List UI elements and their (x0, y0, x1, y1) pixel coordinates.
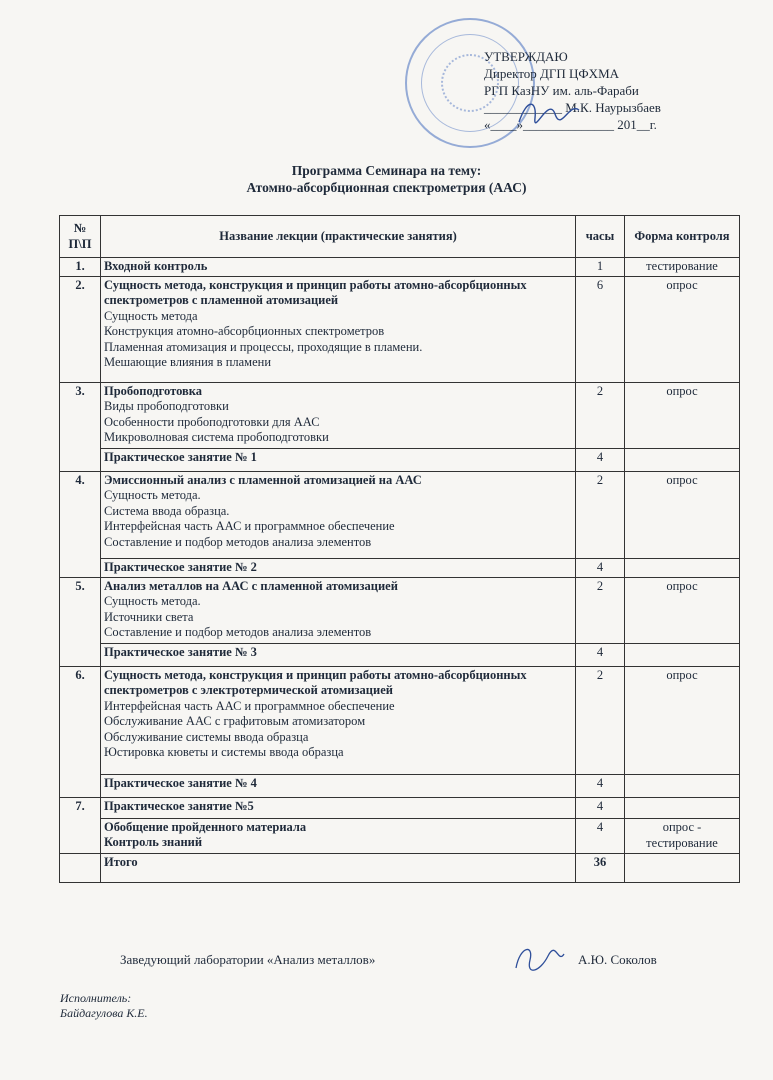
row-number: 3. (60, 382, 101, 471)
lecture-title: Входной контроль (104, 259, 208, 273)
total-label: Итого (101, 853, 576, 882)
table-header-row (60, 216, 740, 258)
lecture-cell (101, 276, 576, 382)
total-num-cell (60, 853, 101, 882)
lecture-title: Практическое занятие № 3 (104, 644, 257, 659)
hours-cell: 2 (576, 666, 625, 774)
control-form-cell: тестирование (625, 258, 740, 277)
hours-cell: 4 (576, 558, 625, 577)
header-hours: часы (576, 216, 625, 258)
lecture-cell (101, 818, 576, 853)
control-form-cell (625, 558, 740, 577)
lecture-cell (101, 382, 576, 448)
total-row (60, 853, 740, 882)
table-row (60, 471, 740, 558)
lecture-title: Практическое занятие №5 (104, 798, 254, 813)
lecture-subtopic: Интерфейсная часть ААС и программное обеспечение (104, 519, 395, 533)
lecture-title: Обобщение пройденного материала Контроль знаний (104, 819, 307, 849)
lecture-title: Эмиссионный анализ с пламенной атомизацией на ААС (104, 472, 422, 487)
lecture-title: Пробоподготовка (104, 383, 203, 398)
table-body (60, 258, 740, 883)
header-name: Название лекции (практические занятия) (101, 216, 576, 258)
control-form-cell (625, 643, 740, 666)
lecture-cell (101, 797, 576, 818)
executor-block (60, 991, 148, 1021)
hours-cell: 6 (576, 276, 625, 382)
lecture-subtopic: Интерфейсная часть ААС и программное обеспечение (104, 698, 395, 713)
lecture-title: Анализ металлов на ААС с пламенной атомизацией (104, 578, 398, 593)
hours-cell: 2 (576, 471, 625, 558)
lecture-subtopic: Составление и подбор методов анализа элементов (104, 534, 372, 549)
head-signature (510, 942, 566, 976)
table-row (60, 448, 740, 471)
approval-line-2: Директор ДГП ЦФХМА (484, 66, 620, 81)
table-row (60, 666, 740, 774)
lecture-subtopic: Сущность метода. (104, 594, 201, 608)
row-number: 7. (60, 797, 101, 853)
table-row (60, 577, 740, 643)
hours-cell: 4 (576, 818, 625, 853)
table-row (60, 258, 740, 277)
lecture-subtopic: Виды пробоподготовки (104, 399, 229, 413)
lecture-cell (101, 558, 576, 577)
lecture-subtopic: Составление и подбор методов анализа элементов (104, 625, 372, 639)
control-form-cell (625, 797, 740, 818)
row-number: 2. (60, 276, 101, 382)
lecture-cell (101, 471, 576, 558)
program-table (59, 215, 740, 883)
lecture-cell (101, 643, 576, 666)
control-form-cell (625, 448, 740, 471)
head-of-lab-label: Заведующий лаборатории «Анализ металлов» (120, 952, 376, 967)
lecture-subtopic: Юстировка кюветы и системы ввода образца (104, 745, 344, 759)
table-row (60, 818, 740, 853)
lecture-subtopic: Мешающие влияния в пламени (104, 355, 272, 369)
total-hours: 36 (576, 853, 625, 882)
lecture-subtopic: Конструкция атомно-абсорбционных спектрометров (104, 324, 385, 338)
table-row (60, 276, 740, 382)
hours-cell: 2 (576, 382, 625, 448)
control-form-cell (625, 774, 740, 797)
approval-line-3: РГП КазНУ им. аль-Фараби (484, 83, 639, 98)
table-row (60, 382, 740, 448)
executor-name: Байдагулова К.Е. (60, 1006, 148, 1020)
lecture-subtopic: Микроволновая система пробоподготовки (104, 430, 329, 444)
row-number: 4. (60, 471, 101, 577)
hours-cell: 4 (576, 643, 625, 666)
lecture-title: Практическое занятие № 4 (104, 775, 257, 790)
lecture-subtopic: Обслуживание системы ввода образца (104, 729, 309, 744)
lecture-subtopic: Источники света (104, 609, 194, 624)
lecture-subtopic: Система ввода образца. (104, 503, 230, 518)
control-form-cell: опрос (625, 577, 740, 643)
director-signature (515, 92, 585, 132)
hours-cell: 4 (576, 774, 625, 797)
approval-line-4: ____________ М.К. Наурызбаев (484, 100, 661, 115)
table-row (60, 774, 740, 797)
lecture-subtopic: Сущность метода (104, 308, 198, 323)
control-form-cell: опрос (625, 276, 740, 382)
lecture-title: Практическое занятие № 2 (104, 559, 257, 574)
lecture-cell (101, 666, 576, 774)
lecture-subtopic: Обслуживание ААС с графитовым атомизатором (104, 714, 366, 728)
lecture-cell (101, 448, 576, 471)
header-num: № П\П (60, 216, 101, 258)
hours-cell: 4 (576, 448, 625, 471)
lecture-title: Сущность метода, конструкция и принцип работы атомно-абсорбционных спектрометров с пламенной атомизацией (104, 277, 527, 307)
approval-line-5: «____»______________ 201__г. (484, 117, 657, 132)
row-number: 6. (60, 666, 101, 797)
seminar-title-line-1: Программа Семинара на тему: (291, 163, 482, 178)
executor-label: Исполнитель: (60, 991, 132, 1005)
lecture-subtopic: Пламенная атомизация и процессы, проходящие в пламени. (104, 339, 423, 354)
control-form-cell: опрос (625, 471, 740, 558)
row-number: 1. (60, 258, 101, 277)
lecture-title: Сущность метода, конструкция и принцип работы атомно-абсорбционных спектрометров с электротермической атомизацией (104, 667, 527, 697)
table-row (60, 558, 740, 577)
lecture-title: Практическое занятие № 1 (104, 449, 257, 464)
lecture-cell (101, 774, 576, 797)
table-row (60, 797, 740, 818)
seminar-title-line-2: Атомно-абсорбционная спектрометрия (ААС) (246, 180, 527, 195)
header-control: Форма контроля (625, 216, 740, 258)
lecture-cell (101, 258, 576, 277)
lecture-cell (101, 577, 576, 643)
total-control-cell (625, 853, 740, 882)
lecture-subtopic: Особенности пробоподготовки для ААС (104, 414, 320, 429)
head-of-lab-name: А.Ю. Соколов (578, 952, 657, 967)
table-row (60, 643, 740, 666)
lecture-subtopic: Сущность метода. (104, 488, 201, 502)
hours-cell: 2 (576, 577, 625, 643)
hours-cell: 4 (576, 797, 625, 818)
control-form-cell: опрос (625, 382, 740, 448)
row-number: 5. (60, 577, 101, 666)
hours-cell: 1 (576, 258, 625, 277)
approval-line-1: УТВЕРЖДАЮ (484, 49, 568, 64)
control-form-cell: опрос (625, 666, 740, 774)
control-form-cell: опрос - тестирование (625, 818, 740, 853)
